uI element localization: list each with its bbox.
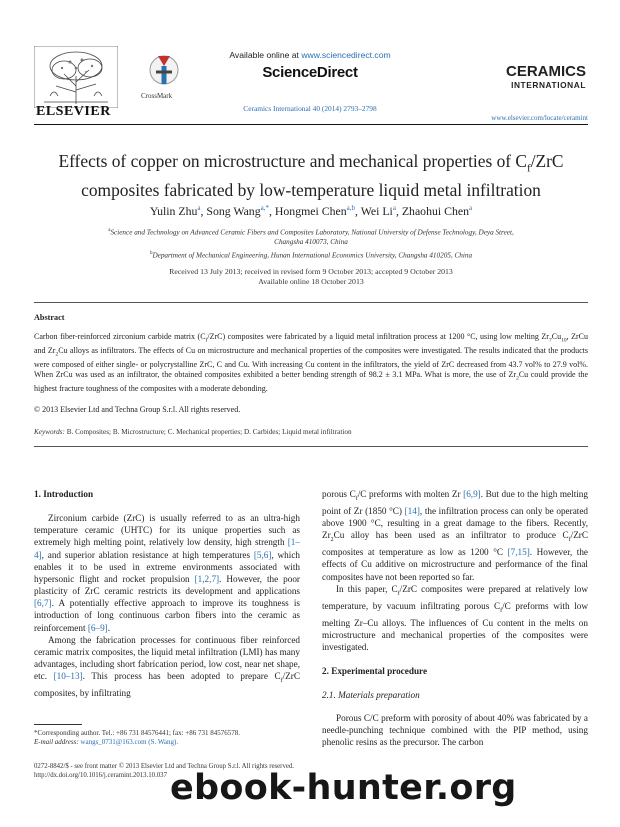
citation-link[interactable]: [1–4] (34, 537, 300, 560)
available-online-date: Available online 18 October 2013 (258, 277, 364, 286)
left-column (34, 488, 300, 699)
citation-link[interactable]: [10–13] (53, 671, 83, 682)
author-list: Yulin Zhu$^a$, Song Wang$^{a,*}$, Hongmei Chen$^{a,b}$, Wei Li$^a$, Zhaohui Chen$^a$ (149, 204, 473, 218)
watermark-text: ebook-hunter.org (170, 768, 517, 808)
citation-link[interactable]: [6,7] (34, 598, 52, 609)
keywords: Keywords: B. Composites; B. Microstructure; C. Mechanical properties; D. Carbides; Liquid metal infiltration (34, 428, 352, 436)
section-heading-introduction: 1. Introduction (34, 489, 94, 499)
sciencedirect-link[interactable]: www.sciencedirect.com (301, 50, 391, 60)
citation-link[interactable]: [5,6] (253, 549, 272, 560)
author-name[interactable]: Yulin Zhu (149, 204, 198, 218)
received-dates: Received 13 July 2013; received in revised form 9 October 2013; accepted 9 October 2013 (169, 267, 453, 276)
author-name[interactable]: Zhaohui Chen (401, 204, 470, 218)
intro-paragraph-continued: porous $C_f/C$ preforms with molten Zr [6,9]. But due to the high melting point of Zr (1850 °C) [14], the infiltration process can only be operated above 1900 °C, resulting in a great damage to the fibers. Recently, $Zr_2Cu$ alloy has been used as an infiltrator to produce $C_f$/ZrC composites at temperature as low as 1200 °C [7,15]. However, the effects of Cu additive on microstructure and performance of the final composites have not been reported so far. (322, 489, 589, 582)
intro-paragraph-3: In this paper, $C_f$/ZrC composites were prepared at relatively low temperature, by vacuum infiltrating porous $C_f/C$ preforms with low melting Zr–Cu alloys. The influences of Cu content in the melts on microstructure and mechanical properties of the composites were investigated. (322, 583, 589, 653)
available-online: Available online at www.sciencedirect.com (229, 50, 391, 60)
right-column (322, 488, 588, 748)
abstract-top-divider (34, 302, 588, 303)
journal-logo-subtitle: INTERNATIONAL (511, 80, 586, 90)
platform-name: ScienceDirect (262, 64, 358, 81)
crossmark-icon[interactable] (148, 52, 180, 92)
citation-link[interactable]: [6,9] (463, 489, 481, 499)
materials-paragraph: Porous C/C preform with porosity of about 40% was fabricated by a needle-punching technique combined with the PIP method, using phenolic resins as the precursor. The carbon (322, 712, 588, 747)
subsection-heading-materials: 2.1. Materials preparation (322, 690, 420, 701)
citation-link[interactable]: [7,15] (507, 547, 530, 558)
doi-link[interactable]: http://dx.doi.org/10.1016/j.ceramint.2013.10.037 (34, 772, 167, 779)
abstract-copyright: © 2013 Elsevier Ltd and Techna Group S.r.l. All rights reserved. (34, 405, 241, 414)
abstract-text: Carbon fiber-reinforced zirconium carbide matrix $(C_f/ZrC)$ composites were fabricated by a liquid metal infiltration process at 1200 °C, using low melting $Zr_7Cu_{10}$, ZrCu and $Zr_2Cu$ alloys as infiltrators. The effects of Cu on microstructure and mechanical properties of the composites were investigated. The results indicated that the products were composed of either single- or polycrystalline ZrC, C and Cu. With increasing Cu content in the infiltrators, the yield of ZrC decreased from 43.7 vol% to 27.9 vol%. When ZrCu was used as an infiltrator, the obtained composites exhibited a better bending strength of 98.2 ± 3.1 MPa. What is more, the use of $Zr_2Cu$ could provide the highest fracture toughness of the composites with a moderate debonding. (34, 332, 589, 394)
publisher-wordmark: ELSEVIER (36, 104, 111, 119)
citation-link[interactable]: [1,2,7] (194, 573, 220, 584)
journal-citation[interactable]: Ceramics International 40 (2014) 2793–2798 (243, 104, 377, 113)
author-name[interactable]: Wei Li (360, 204, 393, 218)
elsevier-tree-logo (34, 46, 118, 108)
abstract-bottom-divider (34, 446, 588, 447)
intro-paragraph-2: Among the fabrication processes for continuous fiber reinforced ceramic matrix composites, the liquid metal infiltration (LMI) has many advantages, including short fabrication period, low cost, near net shape, etc. [10–13]. This process has been adopted to prepare $C_f$/ZrC composites, by infiltrating (34, 634, 300, 699)
intro-paragraph-1: Zirconium carbide (ZrC) is usually referred to as an ultra-high temperature ceramic (UHTC) for its unique properties such as extremely high melting point, relatively low density, high strength [1–4], and superior ablation resistance at high temperatures [5,6], which enables it to be used in extreme environments associated with hypersonic flight and rocket propulsion [1,2,7]. However, the poor plasticity of ZrC ceramic restricts its development and applications [6,7]. A potentially effective approach to improve its toughness is introduction of long continuous carbon fibers into the ceramic as reinforcement [6–9]. (34, 513, 300, 633)
header-divider (34, 124, 588, 125)
corresponding-author-footnote: *Corresponding author. Tel.: +86 731 84576441; fax: +86 731 84576578. E-mail address: wangs_0731@163.com (S. Wang). (34, 729, 240, 746)
section-heading-experimental: 2. Experimental procedure (322, 666, 428, 677)
author-email-link[interactable]: wangs_0731@163.com (S. Wang). (78, 738, 179, 746)
affiliation-a: $^a$Science and Technology on Advanced Ceramic Fibers and Composites Laboratory, National University of Defense Technology, Deya Street, Changsha 410073, China (108, 228, 514, 247)
journal-url-link[interactable]: www.elsevier.com/locate/ceramint (491, 114, 588, 122)
author-name[interactable]: Song Wang (206, 204, 261, 218)
affiliation-b: $^b$Department of Mechanical Engineering, Hunan International Economics University, Changsha 410205, China (149, 251, 473, 260)
abstract-heading: Abstract (34, 313, 65, 322)
author-name[interactable]: Hongmei Chen (274, 204, 347, 218)
citation-link[interactable]: [14] (404, 505, 420, 516)
journal-logo-title: CERAMICS (505, 63, 586, 80)
citation-link[interactable]: [6–9] (87, 622, 108, 633)
footnote-divider (34, 724, 82, 725)
crossmark-label: CrossMark (141, 92, 173, 100)
front-matter-info: 0272-8842/$ - see front matter © 2013 Elsevier Ltd and Techna Group S.r.l. All rights reserved. http://dx.doi.org/10.1016/j.ceramint.2013.10.037 (34, 763, 294, 779)
article-title: Effects of copper on microstructure and mechanical properties of $C_f$/ZrC composites fabricated by low-temperature liquid metal infiltration (58, 151, 564, 201)
